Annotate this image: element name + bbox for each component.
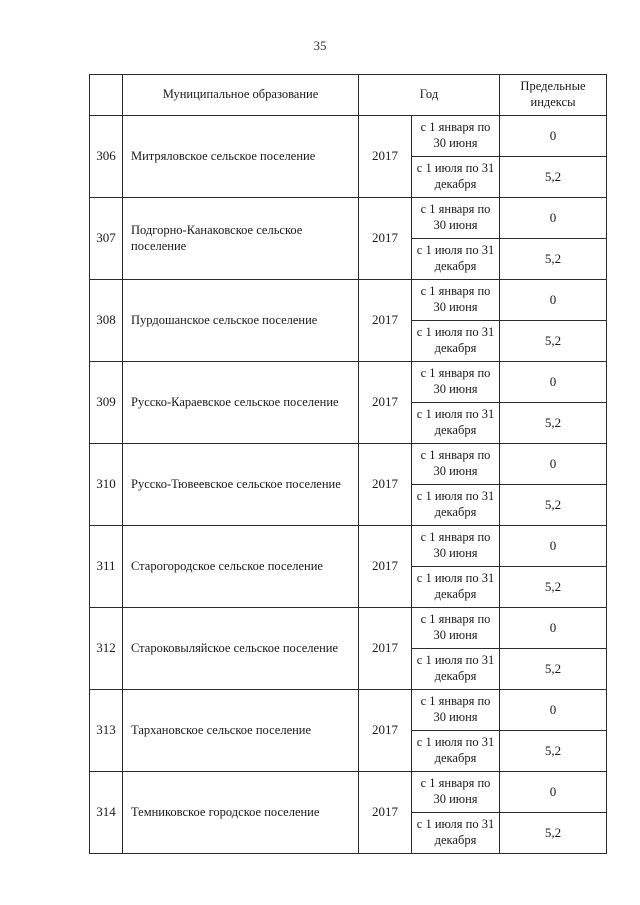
table-row [90, 772, 607, 813]
municipality-name: Тархановское сельское поселение [123, 690, 359, 772]
period-label: с 1 июля по 31 декабря [412, 567, 500, 608]
row-year: 2017 [359, 198, 412, 280]
period-label: с 1 июля по 31 декабря [412, 813, 500, 854]
index-value: 5,2 [500, 157, 607, 198]
table-row [90, 280, 607, 321]
index-value: 0 [500, 690, 607, 731]
municipality-name: Подгорно-Канаковское сельское поселение [123, 198, 359, 280]
period-label: с 1 января по 30 июня [412, 772, 500, 813]
row-number: 307 [90, 198, 123, 280]
index-value: 5,2 [500, 567, 607, 608]
table-row [90, 198, 607, 239]
period-label: с 1 января по 30 июня [412, 526, 500, 567]
row-number: 309 [90, 362, 123, 444]
period-label: с 1 января по 30 июня [412, 116, 500, 157]
period-label: с 1 июля по 31 декабря [412, 403, 500, 444]
row-number: 313 [90, 690, 123, 772]
period-label: с 1 января по 30 июня [412, 362, 500, 403]
index-value: 0 [500, 362, 607, 403]
index-value: 5,2 [500, 731, 607, 772]
table-row [90, 116, 607, 157]
period-label: с 1 июля по 31 декабря [412, 321, 500, 362]
municipality-name: Русско-Караевское сельское поселение [123, 362, 359, 444]
municipal-index-table [89, 74, 607, 854]
row-number: 310 [90, 444, 123, 526]
table-row [90, 444, 607, 485]
period-label: с 1 января по 30 июня [412, 280, 500, 321]
period-label: с 1 июля по 31 декабря [412, 485, 500, 526]
index-value: 5,2 [500, 649, 607, 690]
row-year: 2017 [359, 526, 412, 608]
index-value: 0 [500, 116, 607, 157]
table-row [90, 608, 607, 649]
index-value: 5,2 [500, 321, 607, 362]
index-value: 5,2 [500, 813, 607, 854]
row-year: 2017 [359, 116, 412, 198]
index-value: 0 [500, 280, 607, 321]
table-header-row [90, 75, 607, 116]
period-label: с 1 января по 30 июня [412, 198, 500, 239]
period-label: с 1 января по 30 июня [412, 444, 500, 485]
page-number: 35 [313, 38, 327, 53]
row-number: 314 [90, 772, 123, 854]
row-year: 2017 [359, 690, 412, 772]
period-label: с 1 июля по 31 декабря [412, 649, 500, 690]
header-municipality: Муниципальное образование [123, 75, 359, 116]
municipality-name: Пурдошанское сельское поселение [123, 280, 359, 362]
index-value: 0 [500, 198, 607, 239]
municipality-name: Русско-Тювеевское сельское поселение [123, 444, 359, 526]
table-row [90, 526, 607, 567]
row-number: 311 [90, 526, 123, 608]
index-value: 5,2 [500, 403, 607, 444]
row-number: 312 [90, 608, 123, 690]
row-year: 2017 [359, 608, 412, 690]
municipality-name: Митряловское сельское поселение [123, 116, 359, 198]
table-row [90, 362, 607, 403]
table-row [90, 690, 607, 731]
period-label: с 1 июля по 31 декабря [412, 239, 500, 280]
period-label: с 1 июля по 31 декабря [412, 157, 500, 198]
row-year: 2017 [359, 444, 412, 526]
row-number: 306 [90, 116, 123, 198]
index-value: 5,2 [500, 485, 607, 526]
header-num [90, 75, 123, 116]
municipality-name: Темниковское городское поселение [123, 772, 359, 854]
period-label: с 1 января по 30 июня [412, 690, 500, 731]
period-label: с 1 июля по 31 декабря [412, 731, 500, 772]
table-body [90, 116, 607, 854]
row-year: 2017 [359, 362, 412, 444]
municipality-name: Староковыляйское сельское поселение [123, 608, 359, 690]
row-number: 308 [90, 280, 123, 362]
index-value: 0 [500, 526, 607, 567]
index-value: 5,2 [500, 239, 607, 280]
index-value: 0 [500, 608, 607, 649]
row-year: 2017 [359, 772, 412, 854]
index-value: 0 [500, 772, 607, 813]
period-label: с 1 января по 30 июня [412, 608, 500, 649]
index-value: 0 [500, 444, 607, 485]
municipality-name: Старогородское сельское поселение [123, 526, 359, 608]
row-year: 2017 [359, 280, 412, 362]
header-year: Год [359, 75, 500, 116]
header-index: Предельные индексы [500, 75, 607, 116]
